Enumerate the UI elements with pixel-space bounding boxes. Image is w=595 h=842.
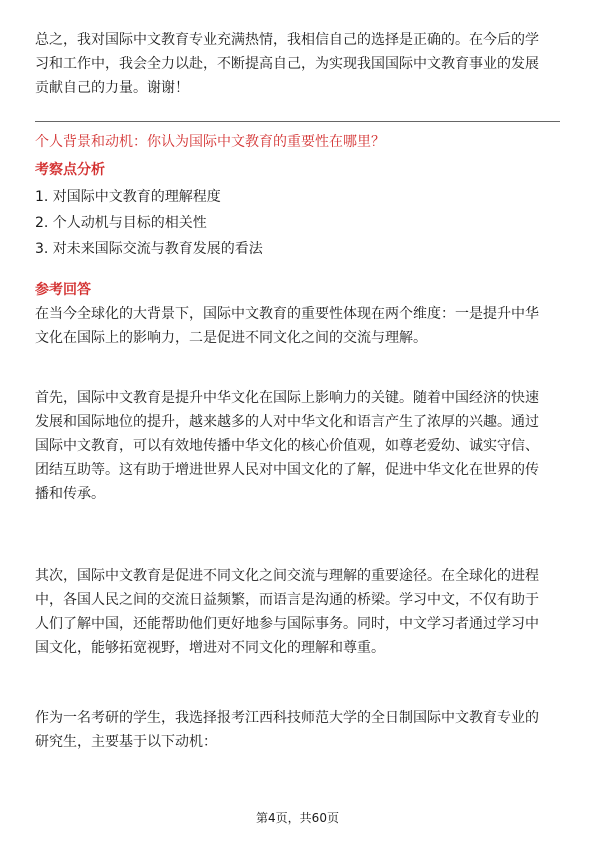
text-line: 文化在国际上的影响力，二是促进不同文化之间的交流与理解。 xyxy=(35,330,427,346)
text-line: 贡献自己的力量。谢谢！ xyxy=(35,80,189,96)
list-item: 3. 对未来国际交流与教育发展的看法 xyxy=(35,241,263,257)
list-item: 1. 对国际中文教育的理解程度 xyxy=(35,189,221,205)
text-line: 中，各国人民之间的交流日益频繁，而语言是沟通的桥梁。学习中文，不仅有助于 xyxy=(35,592,539,608)
answer-paragraph-4 xyxy=(35,706,560,754)
answer-paragraph-3 xyxy=(35,564,560,660)
intro-paragraph xyxy=(35,28,560,100)
answer-paragraph-2 xyxy=(35,386,560,506)
text-line: 国文化，能够拓宽视野，增进对不同文化的理解和尊重。 xyxy=(35,640,385,656)
answer-heading: 参考回答 xyxy=(35,282,91,298)
text-line: 国际中文教育，可以有效地传播中华文化的核心价值观，如尊老爱幼、诚实守信、 xyxy=(35,438,539,454)
section-divider xyxy=(35,121,560,122)
text-line: 首先，国际中文教育是提升中华文化在国际上影响力的关键。随着中国经济的快速 xyxy=(35,390,539,406)
text-line: 其次，国际中文教育是促进不同文化之间交流与理解的重要途径。在全球化的进程 xyxy=(35,568,539,584)
text-line: 人们了解中国，还能帮助他们更好地参与国际事务。同时，中文学习者通过学习中 xyxy=(35,616,539,632)
page-number: 第4页，共60页 xyxy=(256,811,339,825)
text-line: 作为一名考研的学生，我选择报考江西科技师范大学的全日制国际中文教育专业的 xyxy=(35,710,539,726)
analysis-heading: 考察点分析 xyxy=(35,162,105,178)
text-line: 总之，我对国际中文教育专业充满热情，我相信自己的选择是正确的。在今后的学 xyxy=(35,32,539,48)
text-line: 播和传承。 xyxy=(35,486,105,502)
text-line: 在当今全球化的大背景下，国际中文教育的重要性体现在两个维度：一是提升中华 xyxy=(35,306,539,322)
analysis-list xyxy=(35,184,560,262)
text-line: 团结互助等。这有助于增进世界人民对中国文化的了解，促进中华文化在世界的传 xyxy=(35,462,539,478)
text-line: 研究生，主要基于以下动机： xyxy=(35,734,217,750)
list-item: 2. 个人动机与目标的相关性 xyxy=(35,215,207,231)
text-line: 习和工作中，我会全力以赴，不断提高自己，为实现我国国际中文教育事业的发展 xyxy=(35,56,539,72)
question-heading: 个人背景和动机：你认为国际中文教育的重要性在哪里？ xyxy=(35,134,385,150)
answer-paragraph-1 xyxy=(35,302,560,350)
text-line: 发展和国际地位的提升，越来越多的人对中华文化和语言产生了浓厚的兴趣。通过 xyxy=(35,414,539,430)
